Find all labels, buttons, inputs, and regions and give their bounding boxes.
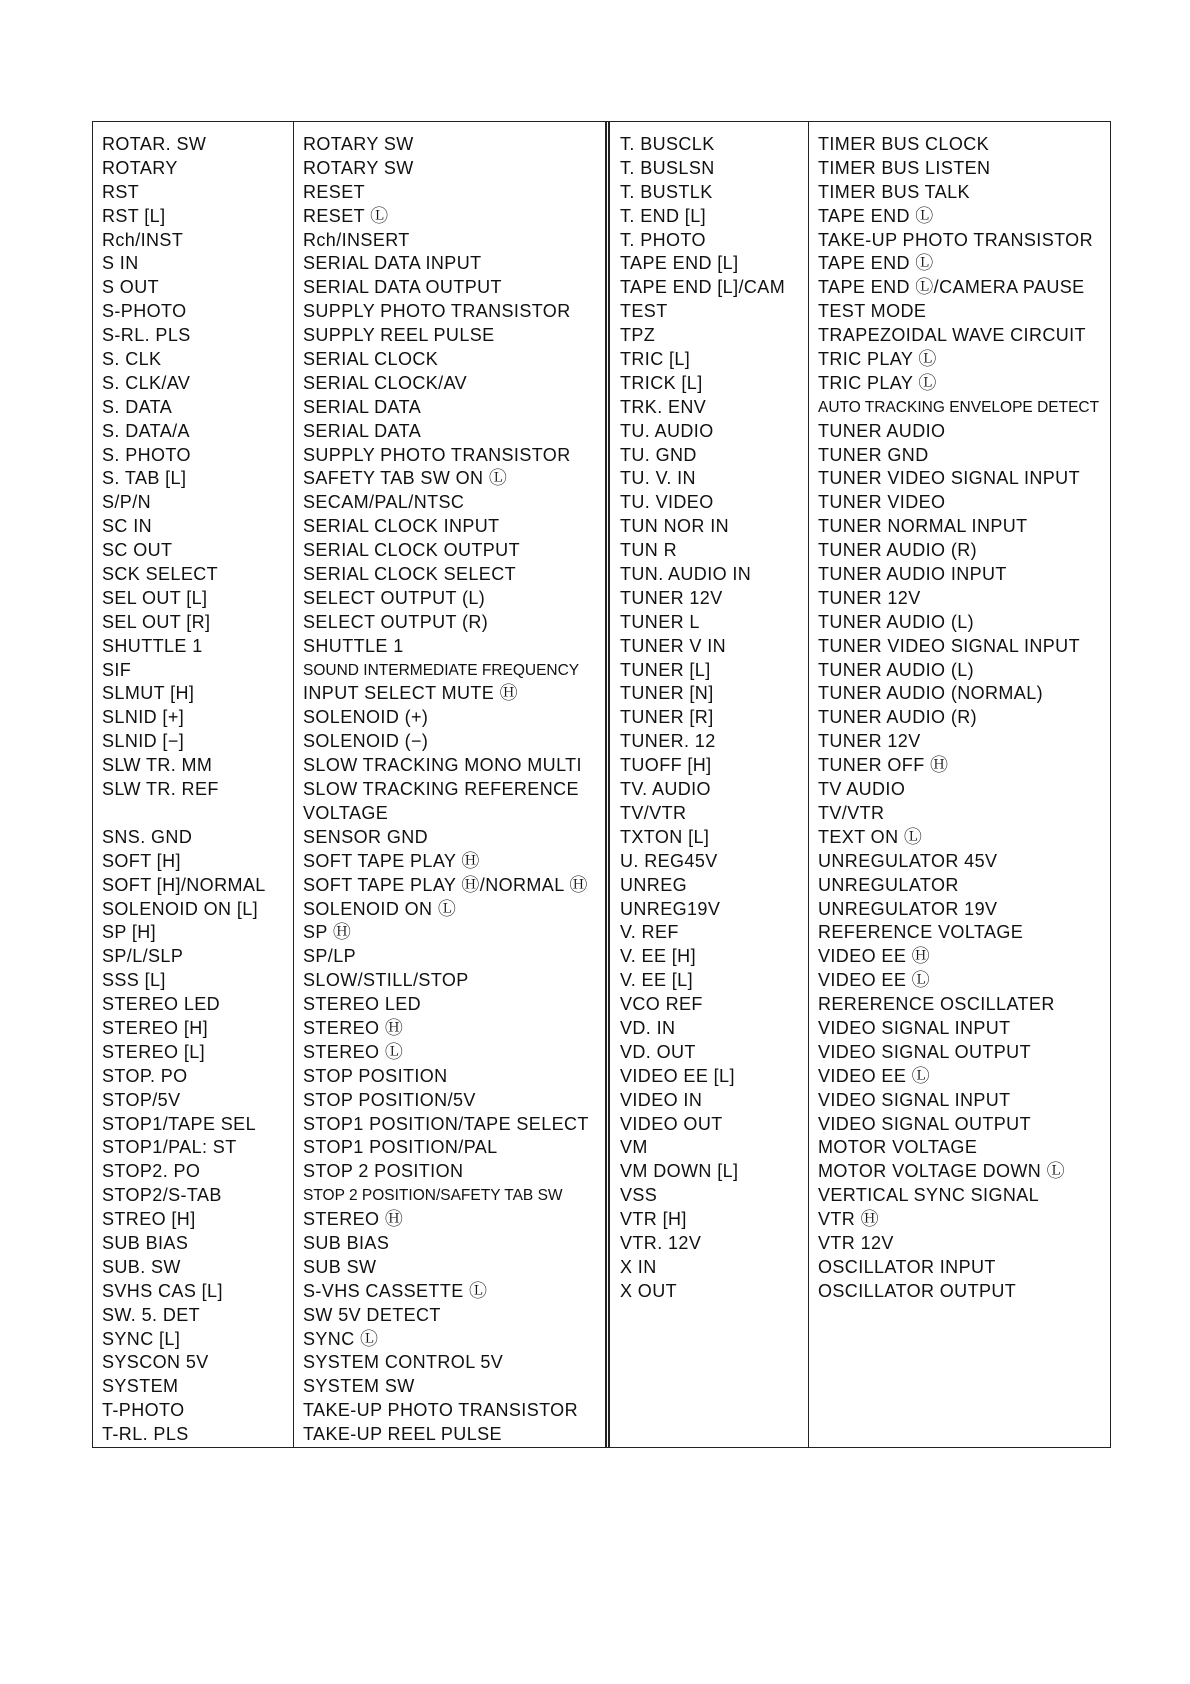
description-cell: TUNER GND bbox=[818, 444, 929, 465]
abbreviation-cell: TV/VTR bbox=[620, 802, 687, 823]
description-cell: TUNER AUDIO (R) bbox=[818, 540, 977, 561]
abbreviation-cell: STEREO [L] bbox=[102, 1041, 206, 1062]
abbreviation-cell: V. EE [H] bbox=[620, 946, 696, 967]
abbreviation-cell: STEREO LED bbox=[102, 994, 221, 1015]
abbreviation-cell: SOFT [H] bbox=[102, 850, 181, 871]
description-cell: SP/LP bbox=[303, 946, 357, 967]
description-cell: SHUTTLE 1 bbox=[303, 635, 404, 656]
description-cell: STEREO Ⓛ bbox=[303, 1041, 404, 1062]
description-cell: TAKE-UP REEL PULSE bbox=[303, 1424, 502, 1445]
abbreviation-cell: SLNID [−] bbox=[102, 731, 185, 752]
description-cell: AUTO TRACKING ENVELOPE DETECT bbox=[818, 398, 1100, 416]
abbreviation-cell: SC IN bbox=[102, 516, 153, 537]
abbreviation-cell: TRK. ENV bbox=[620, 396, 707, 417]
abbreviation-cell: STREO [H] bbox=[102, 1209, 196, 1230]
description-cell: TEST MODE bbox=[818, 301, 927, 322]
abbreviation-cell: X OUT bbox=[620, 1280, 678, 1301]
description-cell: VIDEO EE Ⓗ bbox=[818, 946, 931, 967]
abbreviation-cell: SLW TR. MM bbox=[102, 755, 213, 776]
abbreviation-cell: SYNC [L] bbox=[102, 1328, 181, 1349]
abbreviation-cell: SEL OUT [L] bbox=[102, 587, 208, 608]
description-cell: TRAPEZOIDAL WAVE CIRCUIT bbox=[818, 325, 1086, 346]
description-cell: REFERENCE VOLTAGE bbox=[818, 922, 1024, 943]
abbreviation-cell: STEREO [H] bbox=[102, 1017, 209, 1038]
abbreviation-cell: Rch/INST bbox=[102, 229, 184, 250]
description-cell: VIDEO SIGNAL INPUT bbox=[818, 1017, 1011, 1038]
description-cell: TIMER BUS LISTEN bbox=[818, 157, 991, 178]
abbreviation-cell: TU. V. IN bbox=[620, 468, 696, 489]
description-cell: SERIAL CLOCK INPUT bbox=[303, 516, 500, 537]
description-cell: SELECT OUTPUT (L) bbox=[303, 587, 486, 608]
abbreviation-cell: S. DATA/A bbox=[102, 420, 190, 441]
description-cell: TUNER 12V bbox=[818, 731, 921, 752]
description-cell: SERIAL DATA OUTPUT bbox=[303, 277, 502, 298]
left-abbreviation-column bbox=[93, 122, 293, 1447]
left-description-column bbox=[293, 122, 605, 1447]
abbreviation-cell: RST bbox=[102, 181, 140, 202]
description-cell: TAPE END Ⓛ bbox=[818, 253, 934, 274]
description-cell: SUB SW bbox=[303, 1256, 377, 1277]
description-cell: TUNER NORMAL INPUT bbox=[818, 516, 1028, 537]
description-cell: TV AUDIO bbox=[818, 779, 906, 800]
abbreviation-cell: SEL OUT [R] bbox=[102, 611, 211, 632]
description-cell: VTR 12V bbox=[818, 1232, 894, 1253]
description-cell: TUNER AUDIO (NORMAL) bbox=[818, 683, 1044, 704]
description-cell: SYNC Ⓛ bbox=[303, 1328, 379, 1349]
abbreviation-cell: T. BUSLSN bbox=[620, 157, 715, 178]
description-cell: STEREO Ⓗ bbox=[303, 1017, 404, 1038]
description-cell: RESET bbox=[303, 181, 366, 202]
abbreviation-cell: VTR [H] bbox=[620, 1209, 687, 1230]
abbreviation-cell: T-PHOTO bbox=[102, 1400, 185, 1421]
description-cell: SOUND INTERMEDIATE FREQUENCY bbox=[303, 661, 580, 679]
description-cell: TUNER AUDIO (L) bbox=[818, 659, 975, 680]
description-cell: SERIAL DATA INPUT bbox=[303, 253, 482, 274]
abbreviation-cell: T. BUSTLK bbox=[620, 181, 713, 202]
abbreviation-cell: SYSTEM bbox=[102, 1376, 179, 1397]
description-cell: SOFT TAPE PLAY Ⓗ/NORMAL Ⓗ bbox=[303, 874, 588, 895]
description-cell: TRIC PLAY Ⓛ bbox=[818, 372, 937, 393]
description-cell: MOTOR VOLTAGE bbox=[818, 1137, 978, 1158]
description-cell: VIDEO EE Ⓛ bbox=[818, 1065, 931, 1086]
abbreviation-cell: X IN bbox=[620, 1256, 657, 1277]
abbreviation-cell: SIF bbox=[102, 659, 132, 680]
abbreviation-cell: SOFT [H]/NORMAL bbox=[102, 874, 266, 895]
description-cell: TUNER VIDEO SIGNAL INPUT bbox=[818, 468, 1080, 489]
abbreviation-cell: T-RL. PLS bbox=[102, 1424, 189, 1445]
description-cell: SOLENOID ON Ⓛ bbox=[303, 898, 457, 919]
description-cell: SP Ⓗ bbox=[303, 922, 352, 943]
description-cell: TUNER AUDIO bbox=[818, 420, 946, 441]
description-cell: TUNER VIDEO SIGNAL INPUT bbox=[818, 635, 1080, 656]
abbreviation-cell: S-PHOTO bbox=[102, 301, 187, 322]
abbreviation-cell: TUNER [R] bbox=[620, 707, 714, 728]
description-cell: ROTARY SW bbox=[303, 134, 414, 154]
abbreviation-cell: TUNER [N] bbox=[620, 683, 714, 704]
description-cell: VIDEO EE Ⓛ bbox=[818, 970, 931, 991]
description-cell: SERIAL CLOCK bbox=[303, 349, 439, 370]
abbreviation-cell: SLMUT [H] bbox=[102, 683, 195, 704]
abbreviation-cell: T. END [L] bbox=[620, 205, 707, 226]
abbreviation-cell: TPZ bbox=[620, 325, 656, 346]
description-cell: SLOW TRACKING REFERENCE bbox=[303, 779, 579, 800]
abbreviation-cell: SCK SELECT bbox=[102, 564, 219, 585]
abbreviation-cell: SLNID [+] bbox=[102, 707, 185, 728]
abbreviation-cell: VIDEO IN bbox=[620, 1089, 703, 1110]
description-cell: TAPE END Ⓛ bbox=[818, 205, 934, 226]
description-cell: TUNER OFF Ⓗ bbox=[818, 755, 949, 776]
description-cell: MOTOR VOLTAGE DOWN Ⓛ bbox=[818, 1161, 1066, 1182]
abbreviation-cell: TAPE END [L] bbox=[620, 253, 739, 274]
description-cell: UNREGULATOR 45V bbox=[818, 850, 998, 871]
abbreviation-cell: TU. AUDIO bbox=[620, 420, 714, 441]
abbreviation-cell: SOLENOID ON [L] bbox=[102, 898, 259, 919]
abbreviation-cell: VIDEO EE [L] bbox=[620, 1065, 735, 1086]
description-cell: STOP1 POSITION/PAL bbox=[303, 1137, 498, 1158]
abbreviation-cell: TUN NOR IN bbox=[620, 516, 729, 537]
abbreviation-cell: TUN R bbox=[620, 540, 677, 561]
abbreviation-cell: VD. IN bbox=[620, 1017, 676, 1038]
description-cell: STOP POSITION bbox=[303, 1065, 448, 1086]
abbreviation-cell: VTR. 12V bbox=[620, 1232, 702, 1253]
abbreviation-cell: STOP. PO bbox=[102, 1065, 188, 1086]
abbreviation-cell: SP [H] bbox=[102, 922, 157, 943]
description-cell: TUNER AUDIO (R) bbox=[818, 707, 977, 728]
abbreviation-cell: T. BUSCLK bbox=[620, 134, 715, 154]
abbreviation-cell: S OUT bbox=[102, 277, 160, 298]
abbreviation-cell: ROTAR. SW bbox=[102, 134, 207, 154]
description-cell: SUB BIAS bbox=[303, 1232, 390, 1253]
description-cell: SYSTEM SW bbox=[303, 1376, 415, 1397]
abbreviation-cell: TU. GND bbox=[620, 444, 697, 465]
abbreviation-cell: TU. VIDEO bbox=[620, 492, 714, 513]
description-cell: TUNER AUDIO INPUT bbox=[818, 564, 1007, 585]
description-cell: SW 5V DETECT bbox=[303, 1304, 441, 1325]
description-cell: TAPE END Ⓛ/CAMERA PAUSE bbox=[818, 277, 1085, 298]
abbreviation-cell: TUNER 12V bbox=[620, 587, 723, 608]
description-cell: SERIAL CLOCK/AV bbox=[303, 372, 468, 393]
description-cell: SLOW/STILL/STOP bbox=[303, 970, 469, 991]
description-cell: INPUT SELECT MUTE Ⓗ bbox=[303, 683, 518, 704]
description-cell: VERTICAL SYNC SIGNAL bbox=[818, 1185, 1040, 1206]
description-cell: STOP 2 POSITION bbox=[303, 1161, 464, 1182]
abbreviation-cell: TUNER L bbox=[620, 611, 700, 632]
description-cell: TRIC PLAY Ⓛ bbox=[818, 349, 937, 370]
description-cell: RESET Ⓛ bbox=[303, 205, 389, 226]
description-cell: SYSTEM CONTROL 5V bbox=[303, 1352, 504, 1373]
abbreviation-cell: VM DOWN [L] bbox=[620, 1161, 739, 1182]
abbreviation-cell: S. DATA bbox=[102, 396, 173, 417]
description-cell: UNREGULATOR bbox=[818, 874, 959, 895]
description-cell: SUPPLY REEL PULSE bbox=[303, 325, 495, 346]
abbreviation-cell: S. CLK/AV bbox=[102, 372, 191, 393]
description-cell: SECAM/PAL/NTSC bbox=[303, 492, 465, 513]
abbreviation-cell: SHUTTLE 1 bbox=[102, 635, 203, 656]
abbreviation-cell: S. TAB [L] bbox=[102, 468, 187, 489]
description-cell: STOP1 POSITION/TAPE SELECT bbox=[303, 1113, 589, 1134]
abbreviation-cell: TUN. AUDIO IN bbox=[620, 564, 752, 585]
description-cell: TUNER VIDEO bbox=[818, 492, 946, 513]
abbreviation-cell: TV. AUDIO bbox=[620, 779, 711, 800]
description-cell: SOLENOID (−) bbox=[303, 731, 429, 752]
abbreviation-cell: SUB BIAS bbox=[102, 1232, 189, 1253]
abbreviation-cell: S. CLK bbox=[102, 349, 162, 370]
description-cell: VTR Ⓗ bbox=[818, 1209, 880, 1230]
description-cell: SELECT OUTPUT (R) bbox=[303, 611, 489, 632]
abbreviation-cell: RST [L] bbox=[102, 205, 166, 226]
description-cell: S-VHS CASSETTE Ⓛ bbox=[303, 1280, 488, 1301]
description-cell: SLOW TRACKING MONO MULTI bbox=[303, 755, 582, 776]
abbreviation-cell: TUOFF [H] bbox=[620, 755, 712, 776]
description-cell: STEREO Ⓗ bbox=[303, 1209, 404, 1230]
description-cell: SERIAL CLOCK OUTPUT bbox=[303, 540, 520, 561]
description-cell: STEREO LED bbox=[303, 994, 422, 1015]
description-cell: SENSOR GND bbox=[303, 826, 429, 847]
description-cell: STOP POSITION/5V bbox=[303, 1089, 476, 1110]
description-cell: Rch/INSERT bbox=[303, 229, 410, 250]
abbreviation-cell: SP/L/SLP bbox=[102, 946, 184, 967]
abbreviation-table bbox=[92, 121, 1111, 1448]
abbreviation-cell: T. PHOTO bbox=[620, 229, 706, 250]
abbreviation-cell: SLW TR. REF bbox=[102, 779, 219, 800]
abbreviation-cell: V. EE [L] bbox=[620, 970, 693, 991]
description-cell: TIMER BUS CLOCK bbox=[818, 134, 990, 154]
abbreviation-cell: STOP1/PAL: ST bbox=[102, 1137, 237, 1158]
abbreviation-cell: VSS bbox=[620, 1185, 658, 1206]
description-cell: SERIAL DATA bbox=[303, 420, 422, 441]
abbreviation-cell: SUB. SW bbox=[102, 1256, 181, 1277]
abbreviation-cell: STOP2. PO bbox=[102, 1161, 201, 1182]
abbreviation-cell: UNREG19V bbox=[620, 898, 721, 919]
description-cell: VIDEO SIGNAL OUTPUT bbox=[818, 1041, 1031, 1062]
abbreviation-cell: S. PHOTO bbox=[102, 444, 191, 465]
abbreviation-cell: TAPE END [L]/CAM bbox=[620, 277, 786, 298]
abbreviation-cell: S-RL. PLS bbox=[102, 325, 191, 346]
description-cell: TV/VTR bbox=[818, 802, 885, 823]
abbreviation-cell: SNS. GND bbox=[102, 826, 193, 847]
description-cell: VIDEO SIGNAL INPUT bbox=[818, 1089, 1011, 1110]
abbreviation-cell: STOP2/S-TAB bbox=[102, 1185, 222, 1206]
description-cell: SAFETY TAB SW ON Ⓛ bbox=[303, 468, 508, 489]
description-cell: TUNER 12V bbox=[818, 587, 921, 608]
abbreviation-cell: TRIC [L] bbox=[620, 349, 691, 370]
description-cell: OSCILLATOR OUTPUT bbox=[818, 1280, 1017, 1301]
description-cell: TAKE-UP PHOTO TRANSISTOR bbox=[818, 229, 1093, 250]
description-cell: STOP 2 POSITION/SAFETY TAB SW bbox=[303, 1187, 563, 1205]
description-cell: TAKE-UP PHOTO TRANSISTOR bbox=[303, 1400, 578, 1421]
abbreviation-cell: TUNER V IN bbox=[620, 635, 727, 656]
description-cell: VIDEO SIGNAL OUTPUT bbox=[818, 1113, 1031, 1134]
description-cell: TEXT ON Ⓛ bbox=[818, 826, 923, 847]
abbreviation-cell: U. REG45V bbox=[620, 850, 718, 871]
description-cell: SERIAL CLOCK SELECT bbox=[303, 564, 517, 585]
description-cell: SOFT TAPE PLAY Ⓗ bbox=[303, 850, 480, 871]
abbreviation-cell: TUNER. 12 bbox=[620, 731, 716, 752]
description-cell: SUPPLY PHOTO TRANSISTOR bbox=[303, 301, 571, 322]
abbreviation-cell: ROTARY bbox=[102, 157, 178, 178]
description-cell: TIMER BUS TALK bbox=[818, 181, 970, 202]
description-cell: SERIAL DATA bbox=[303, 396, 422, 417]
abbreviation-cell: TRICK [L] bbox=[620, 372, 703, 393]
abbreviation-cell: TXTON [L] bbox=[620, 826, 710, 847]
abbreviation-cell: UNREG bbox=[620, 874, 688, 895]
abbreviation-cell: V. REF bbox=[620, 922, 679, 943]
abbreviation-cell: S IN bbox=[102, 253, 139, 274]
description-cell: VOLTAGE bbox=[303, 802, 389, 823]
abbreviation-cell: SYSCON 5V bbox=[102, 1352, 209, 1373]
abbreviation-cell: TEST bbox=[620, 301, 668, 322]
abbreviation-cell: S/P/N bbox=[102, 492, 152, 513]
abbreviation-cell: SVHS CAS [L] bbox=[102, 1280, 223, 1301]
abbreviation-cell: SW. 5. DET bbox=[102, 1304, 201, 1325]
description-cell: RERERENCE OSCILLATER bbox=[818, 994, 1055, 1015]
description-cell: SUPPLY PHOTO TRANSISTOR bbox=[303, 444, 571, 465]
description-cell: TUNER AUDIO (L) bbox=[818, 611, 975, 632]
abbreviation-cell: STOP1/TAPE SEL bbox=[102, 1113, 256, 1134]
right-description-column bbox=[808, 122, 1112, 1447]
abbreviation-cell: TUNER [L] bbox=[620, 659, 711, 680]
abbreviation-cell: STOP/5V bbox=[102, 1089, 181, 1110]
description-cell: ROTARY SW bbox=[303, 157, 414, 178]
abbreviation-cell: VCO REF bbox=[620, 994, 703, 1015]
description-cell: UNREGULATOR 19V bbox=[818, 898, 998, 919]
description-cell: OSCILLATOR INPUT bbox=[818, 1256, 996, 1277]
abbreviation-cell: VD. OUT bbox=[620, 1041, 696, 1062]
abbreviation-cell: VIDEO OUT bbox=[620, 1113, 723, 1134]
abbreviation-cell: VM bbox=[620, 1137, 648, 1158]
abbreviation-cell: SSS [L] bbox=[102, 970, 166, 991]
abbreviation-cell: SC OUT bbox=[102, 540, 173, 561]
right-abbreviation-column bbox=[605, 122, 808, 1447]
description-cell: SOLENOID (+) bbox=[303, 707, 429, 728]
abbreviation-cell bbox=[93, 802, 293, 826]
